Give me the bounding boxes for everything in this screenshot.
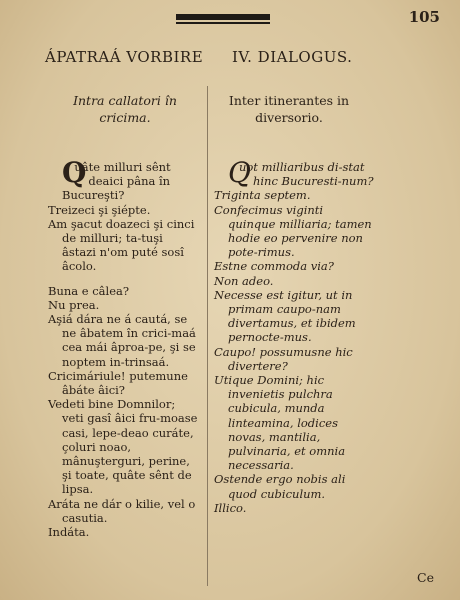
dialogue-text: Confecimus viginti quinque milliaria; tamen hodie eo pervenire non pote-rimus. [214,202,372,260]
dialogue-text: Indáta. [48,525,90,540]
page-number: 105 [408,8,440,26]
romanian-column [48,156,198,540]
dialogue-text: Caupo! possumusne hic divertere? [214,344,353,373]
left-subtitle: Intra callatori în cricima. [73,93,177,125]
dialogue-text: Aráta ne dár o kilie, vel o casutia. [48,496,196,525]
dialogue-line [214,156,374,189]
latin-column [214,156,374,515]
dialogue-line [214,203,374,260]
dialogue-line [214,274,374,288]
dialogue-text: Am şacut doazeci şi cinci de milluri; ta-tuşi âstazi n'om puté sosî âcolo. [48,216,195,274]
left-column-title: ÁPATRAÁ VORBIRE [45,48,204,66]
column-divider [207,86,208,586]
dialogue-text: Non adeo. [214,273,274,288]
header-rule [176,14,270,20]
dialogue-text: Buna e câlea? [48,283,130,298]
dialogue-text: Triginta septem. [214,188,311,203]
dialogue-line [214,259,374,273]
dialogue-line [214,188,374,202]
dialogue-text: Estne commoda via? [214,259,334,274]
dialogue-text: Vedeti bine Domnilor; veti gasî âici fru-moase casi, lepe-deao curáte, çoluri noao, mânuşterguri, perine, şi toate, quâte sênt de lipsa. [48,397,198,497]
dialogue-line [48,397,198,496]
dialogue-line [48,369,198,397]
dialogue-line [48,497,198,525]
right-subtitle: Inter itinerantes in diversorio. [228,93,350,125]
drop-cap: Q [62,156,87,189]
dialogue-text: Aşiá dára ne á cautá, se ne âbatem în crici-maá cea mái âproa-pe, şi se noptem in-trinsaá. [48,312,196,369]
dialogue-text: Necesse est igitur, ut in primam caupo-nam divertamus, et ibidem pernocte-mus. [214,287,356,345]
dialogue-line [214,373,374,472]
right-column-title: IV. DIALOGUS. [232,48,353,66]
dialogue-line [48,284,198,298]
dialogue-line [48,217,198,274]
dialogue-text: Utique Domini; hic invenietis pulchra cubicula, munda linteamina, lodices novas, mantilia, pulvinaria, et omnia necessaria. [214,373,346,473]
drop-cap: Q [228,156,251,189]
dialogue-line [48,525,198,539]
catchword: Ce [417,570,434,585]
dialogue-text: Nu prea. [48,297,100,312]
dialogue-line [214,288,374,345]
dialogue-line [48,312,198,369]
dialogue-text: uot milliaribus di-stat hinc Bucuresti-num? [238,160,374,189]
dialogue-line [214,345,374,373]
dialogue-text: Ostende ergo nobis ali quod cubiculum. [214,472,346,501]
dialogue-text: Illico. [214,500,247,515]
dialogue-line [48,298,198,312]
dialogue-line [214,472,374,500]
dialogue-line [48,156,198,203]
dialogue-line [48,203,198,217]
dialogue-text: Treizeci şi şiépte. [48,202,151,217]
dialogue-text: uâte milluri sênt deaici pâna în Bucureşti? [62,160,171,203]
dialogue-text: Cricimáriule! putemune âbáte âici? [48,368,188,398]
dialogue-line [214,501,374,515]
